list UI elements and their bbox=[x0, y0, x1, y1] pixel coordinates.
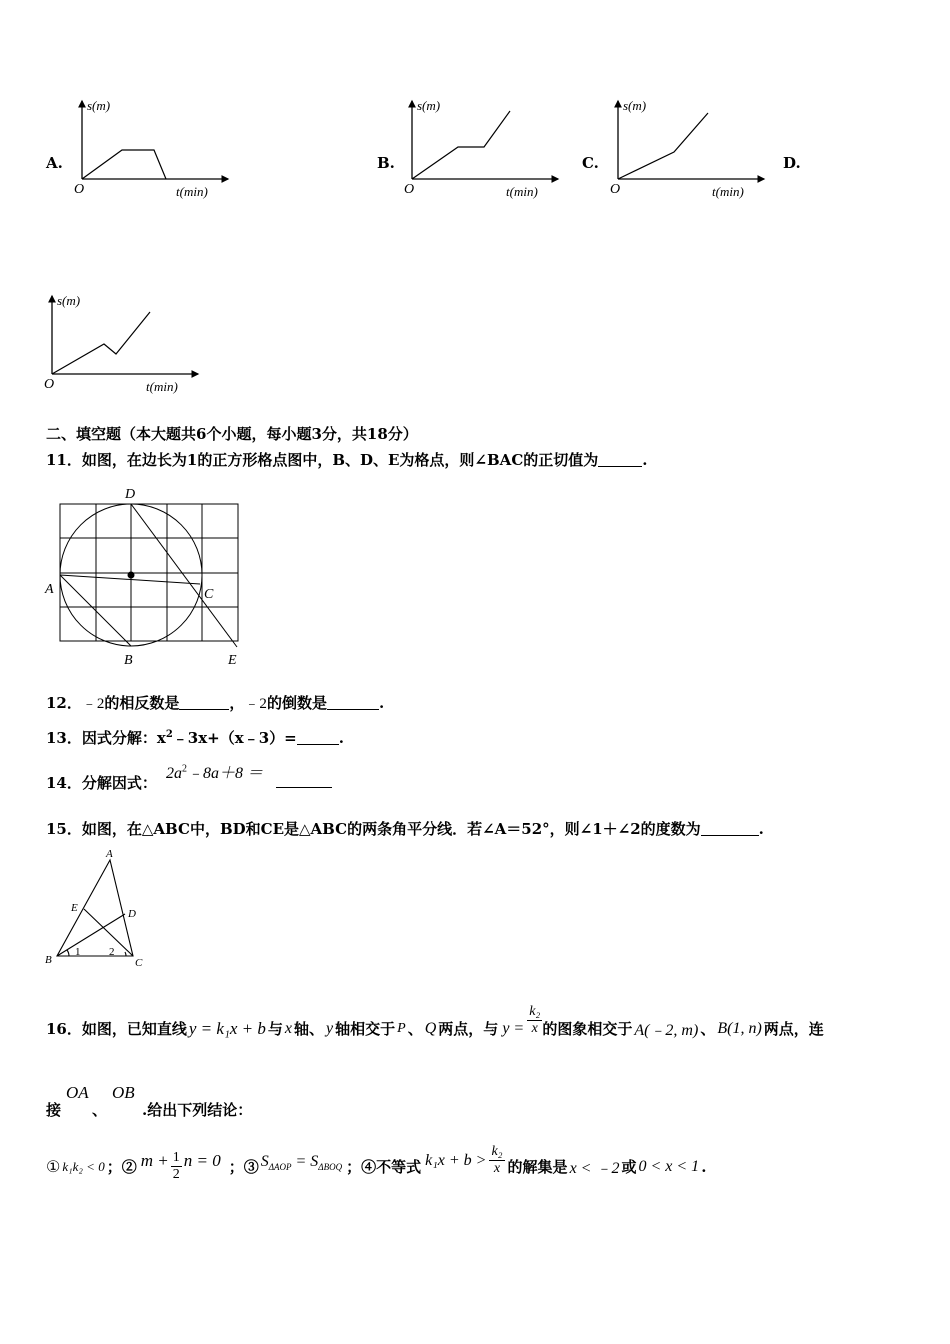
q14-expression bbox=[166, 760, 263, 783]
q16-conclusion-1-mark: ① bbox=[46, 1158, 61, 1176]
q15-label-b: B bbox=[45, 954, 52, 966]
origin-label: O bbox=[74, 182, 85, 197]
q16-segment-ob: OB bbox=[112, 1083, 135, 1102]
q11-number: 11． bbox=[46, 451, 82, 469]
q13-number: 13． bbox=[46, 729, 82, 747]
q16-solution-2: 0 < x < 1 bbox=[638, 1157, 700, 1175]
q13-end: . bbox=[338, 729, 344, 747]
q16-conclusions bbox=[46, 1144, 707, 1183]
q12-end: . bbox=[378, 694, 385, 712]
q13-text-2: ﹣3x+（x﹣3）= bbox=[172, 729, 297, 747]
q16-c2-numerator: 1 bbox=[172, 1150, 180, 1165]
q11-answer-blank[interactable] bbox=[598, 452, 642, 467]
q16-conclusion-3-mark: ；③ bbox=[228, 1158, 259, 1176]
q16-line-2-text: .给出下列结论： bbox=[142, 1101, 253, 1119]
q16-conclusion-4-fraction bbox=[489, 1144, 504, 1177]
q15-text: 如图，在△ABC中，BD和CE是△ABC的两条角平分线．若∠A＝52°，则∠1＋∠2的度数为 bbox=[81, 820, 701, 838]
q14-number: 14． bbox=[46, 774, 82, 792]
q11-figure bbox=[40, 484, 250, 670]
option-b-label: B. bbox=[377, 154, 395, 172]
q16-x-var: x bbox=[284, 1019, 293, 1037]
q11-text: 如图，在边长为1的正方形格点图中，B、D、E为格点，则∠BAC的正切值为 bbox=[81, 451, 599, 469]
q13-answer-blank[interactable] bbox=[297, 730, 339, 745]
q16-point-a: A(﹣2, m) bbox=[634, 1022, 699, 1039]
q16-conclusion-4-mark: ；④不等式 bbox=[346, 1158, 422, 1176]
origin-label: O bbox=[610, 182, 621, 197]
graph-d bbox=[40, 290, 200, 400]
q16-text-7: 的图象相交于 bbox=[542, 1020, 633, 1038]
x-axis-label: t(min) bbox=[506, 184, 538, 199]
question-12 bbox=[46, 692, 384, 713]
q12-blank-1[interactable] bbox=[179, 695, 229, 710]
q16-line-2-start: 接 bbox=[46, 1101, 62, 1119]
q13-text-1: 因式分解：x bbox=[81, 729, 166, 747]
x-axis-label: t(min) bbox=[712, 184, 744, 199]
q16-or: 或 bbox=[621, 1158, 637, 1176]
option-d-label: D. bbox=[783, 154, 801, 172]
q16-segment-oa: OA bbox=[66, 1083, 89, 1102]
q16-line-equation: y = k₁x + b bbox=[188, 1018, 266, 1038]
x-axis-label: t(min) bbox=[146, 379, 178, 394]
graph-b bbox=[400, 95, 560, 205]
q11-label-e: E bbox=[228, 653, 237, 668]
q16-text-2: 与 bbox=[267, 1020, 283, 1038]
q16-text-1: 如图，已知直线 bbox=[81, 1020, 187, 1038]
q15-end: . bbox=[758, 820, 764, 838]
question-16 bbox=[46, 1004, 824, 1045]
q16-point-p: P bbox=[397, 1020, 406, 1036]
origin-label: O bbox=[44, 377, 55, 392]
q11-label-c: C bbox=[204, 587, 214, 602]
q16-c4-denominator: x bbox=[493, 1161, 501, 1176]
q15-label-e: E bbox=[71, 902, 78, 914]
q16-text-5: 、 bbox=[407, 1020, 423, 1038]
q15-number: 15． bbox=[46, 820, 82, 838]
question-11 bbox=[46, 449, 648, 470]
y-axis-label: s(m) bbox=[417, 98, 441, 113]
q16-text-4: 轴相交于 bbox=[335, 1020, 396, 1038]
q16-hyperbola-fraction bbox=[527, 1004, 542, 1037]
q12-value-1: ﹣2 bbox=[81, 696, 105, 712]
q16-hyperbola-lhs: y = bbox=[502, 1019, 525, 1037]
q12-text-2: 的倒数是 bbox=[266, 694, 327, 712]
q16-point-q: Q bbox=[424, 1019, 437, 1037]
q12-separator: ， bbox=[229, 694, 245, 712]
q16-conclusion-2-fraction bbox=[171, 1150, 182, 1183]
q16-conclusion-1: k₁k₂ < 0 bbox=[62, 1158, 105, 1174]
q15-angle-2: 2 bbox=[109, 946, 115, 958]
q15-angle-1: 1 bbox=[75, 946, 81, 958]
q11-label-b: B bbox=[124, 653, 133, 668]
q16-conclusion-2-a: m + bbox=[140, 1150, 169, 1170]
q16-conclusion-3 bbox=[261, 1153, 342, 1172]
q15-label-d: D bbox=[128, 908, 136, 920]
q16-c2-denominator: 2 bbox=[172, 1167, 180, 1182]
q13-superscript: 2 bbox=[165, 729, 173, 740]
x-axis-label: t(min) bbox=[176, 184, 208, 199]
q16-c3-sub2: ΔBOQ bbox=[318, 1162, 343, 1173]
q12-blank-2[interactable] bbox=[327, 695, 379, 710]
q12-value-2: ﹣2 bbox=[244, 696, 267, 712]
graph-c bbox=[606, 95, 766, 205]
q16-conclusion-2-mark: ；② bbox=[106, 1158, 137, 1176]
q16-text-9: 两点，连 bbox=[763, 1020, 824, 1038]
q16-y-var: y bbox=[326, 1019, 334, 1037]
q14-superscript: 2 bbox=[182, 763, 187, 775]
q16-end: . bbox=[701, 1157, 707, 1176]
q16-point-b: B(1, n) bbox=[717, 1019, 762, 1037]
option-c-label: C. bbox=[582, 154, 599, 172]
q16-c3-eq: = S bbox=[291, 1152, 319, 1170]
q15-answer-blank[interactable] bbox=[701, 821, 759, 836]
q16-c3-sub1: ΔAOP bbox=[268, 1162, 292, 1173]
option-a-label: A. bbox=[46, 154, 63, 172]
q15-label-c: C bbox=[135, 957, 143, 969]
q16-c4-numerator: k₂ bbox=[491, 1144, 503, 1159]
question-13 bbox=[46, 727, 344, 748]
q16-text-3: 轴、 bbox=[294, 1020, 325, 1038]
q14-text: 分解因式： bbox=[81, 774, 157, 792]
q11-label-d: D bbox=[125, 487, 136, 502]
graph-a bbox=[70, 95, 230, 205]
q11-label-a: A bbox=[45, 582, 54, 597]
q16-conclusion-2-b: n = 0 bbox=[183, 1150, 221, 1170]
q16-number: 16． bbox=[46, 1020, 82, 1038]
q14-expr-a: 2a bbox=[166, 765, 182, 782]
q16-conclusion-4-lhs: k₁x + b > bbox=[425, 1151, 487, 1169]
y-axis-label: s(m) bbox=[57, 293, 81, 308]
question-15 bbox=[46, 818, 764, 839]
q16-conclusion-4-text: 的解集是 bbox=[507, 1158, 568, 1176]
origin-label: O bbox=[404, 182, 415, 197]
y-axis-label: s(m) bbox=[87, 98, 111, 113]
q12-number: 12． bbox=[46, 694, 82, 712]
q16-text-8: 、 bbox=[700, 1020, 716, 1038]
q16-solution-1: x < ﹣2 bbox=[569, 1160, 620, 1177]
q16-fraction-numerator: k₂ bbox=[529, 1004, 541, 1019]
q12-text-1: 的相反数是 bbox=[104, 694, 180, 712]
q14-expr-b: ﹣8a＋8 ＝ bbox=[187, 765, 264, 782]
section-heading: 二、填空题（本大题共6个小题，每小题3分，共18分） bbox=[46, 425, 418, 443]
q15-figure bbox=[40, 846, 160, 970]
q16-text-6: 两点，与 bbox=[438, 1020, 499, 1038]
q11-end: . bbox=[642, 451, 648, 469]
y-axis-label: s(m) bbox=[623, 98, 647, 113]
q16-c3-s1: S bbox=[260, 1152, 269, 1170]
q15-label-a: A bbox=[106, 848, 113, 860]
q16-line-2-separator: 、 bbox=[92, 1101, 108, 1119]
question-14 bbox=[46, 772, 157, 793]
q14-answer-blank[interactable] bbox=[276, 773, 332, 788]
q16-fraction-denominator: x bbox=[531, 1021, 538, 1036]
